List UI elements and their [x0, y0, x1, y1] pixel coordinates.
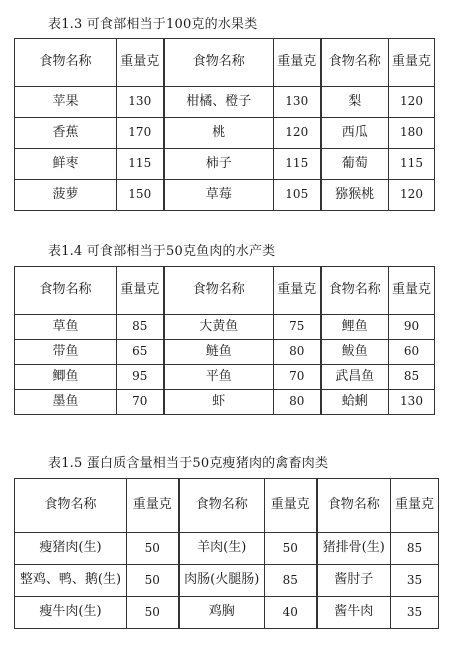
weight-cell: 40: [265, 597, 317, 629]
weight-cell: 115: [274, 149, 321, 180]
food-name-cell: 整鸡、鸭、鹅(生): [15, 565, 127, 597]
header-weight-g: 重量克: [127, 479, 179, 533]
table-row: [15, 533, 439, 565]
weight-cell: 85: [265, 565, 317, 597]
weight-cell: 35: [391, 565, 439, 597]
food-name-cell: 鲅鱼: [321, 340, 389, 365]
table-row: [15, 87, 435, 118]
weight-cell: 70: [117, 390, 164, 415]
food-name-cell: 墨鱼: [15, 390, 117, 415]
weight-cell: 115: [117, 149, 164, 180]
table-1-5-caption: 表1.5 蛋白质含量相当于50克瘦猪肉的禽畜肉类: [48, 456, 329, 471]
table-1-4-caption: 表1.4 可食部相当于50克鱼肉的水产类: [48, 244, 276, 259]
weight-cell: 130: [274, 87, 321, 118]
table-row: [15, 315, 435, 340]
weight-cell: 180: [389, 118, 435, 149]
weight-cell: 50: [265, 533, 317, 565]
weight-cell: 120: [389, 87, 435, 118]
food-name-cell: 虾: [164, 390, 274, 415]
header-food-name: 食物名称: [179, 479, 265, 533]
food-name-cell: 武昌鱼: [321, 365, 389, 390]
table-1-5: [14, 478, 439, 629]
weight-cell: 120: [389, 180, 435, 211]
food-name-cell: 酱牛肉: [317, 597, 391, 629]
weight-cell: 50: [127, 597, 179, 629]
weight-cell: 60: [389, 340, 435, 365]
weight-cell: 80: [274, 340, 321, 365]
food-name-cell: 草鱼: [15, 315, 117, 340]
food-name-cell: 大黄鱼: [164, 315, 274, 340]
food-name-cell: 桃: [164, 118, 274, 149]
food-name-cell: 苹果: [15, 87, 117, 118]
weight-cell: 35: [391, 597, 439, 629]
header-weight-g: 重量克: [274, 267, 321, 315]
food-name-cell: 香蕉: [15, 118, 117, 149]
weight-cell: 75: [274, 315, 321, 340]
weight-cell: 85: [389, 365, 435, 390]
table-row: [15, 340, 435, 365]
weight-cell: 130: [389, 390, 435, 415]
table-1-3-caption: 表1.3 可食部相当于100克的水果类: [48, 17, 258, 32]
header-food-name: 食物名称: [164, 39, 274, 87]
food-name-cell: 柑橘、橙子: [164, 87, 274, 118]
food-name-cell: 鲜枣: [15, 149, 117, 180]
header-food-name: 食物名称: [15, 267, 117, 315]
weight-cell: 70: [274, 365, 321, 390]
food-name-cell: 鲤鱼: [321, 315, 389, 340]
weight-cell: 50: [127, 533, 179, 565]
weight-cell: 85: [391, 533, 439, 565]
table-row: [15, 118, 435, 149]
food-name-cell: 酱肘子: [317, 565, 391, 597]
food-name-cell: 羊肉(生): [179, 533, 265, 565]
header-food-name: 食物名称: [321, 39, 389, 87]
food-name-cell: 菠萝: [15, 180, 117, 211]
table-row: [15, 180, 435, 211]
food-name-cell: 西瓜: [321, 118, 389, 149]
table-header-row: [15, 267, 435, 315]
header-weight-g: 重量克: [274, 39, 321, 87]
header-weight-g: 重量克: [389, 267, 435, 315]
food-name-cell: 柿子: [164, 149, 274, 180]
food-name-cell: 梨: [321, 87, 389, 118]
weight-cell: 80: [274, 390, 321, 415]
weight-cell: 120: [274, 118, 321, 149]
header-food-name: 食物名称: [164, 267, 274, 315]
table-header-row: [15, 479, 439, 533]
food-name-cell: 瘦牛肉(生): [15, 597, 127, 629]
header-weight-g: 重量克: [117, 39, 164, 87]
food-name-cell: 猪排骨(生): [317, 533, 391, 565]
weight-cell: 65: [117, 340, 164, 365]
table-row: [15, 390, 435, 415]
food-name-cell: 鲫鱼: [15, 365, 117, 390]
food-name-cell: 葡萄: [321, 149, 389, 180]
table-1-4: [14, 266, 435, 415]
weight-cell: 150: [117, 180, 164, 211]
table-row: [15, 149, 435, 180]
table-1-3: [14, 38, 435, 211]
weight-cell: 170: [117, 118, 164, 149]
table-row: [15, 565, 439, 597]
table-row: [15, 365, 435, 390]
header-weight-g: 重量克: [117, 267, 164, 315]
weight-cell: 50: [127, 565, 179, 597]
food-name-cell: 平鱼: [164, 365, 274, 390]
food-name-cell: 草莓: [164, 180, 274, 211]
food-name-cell: 瘦猪肉(生): [15, 533, 127, 565]
weight-cell: 115: [389, 149, 435, 180]
header-food-name: 食物名称: [15, 39, 117, 87]
weight-cell: 90: [389, 315, 435, 340]
weight-cell: 130: [117, 87, 164, 118]
header-food-name: 食物名称: [321, 267, 389, 315]
header-food-name: 食物名称: [317, 479, 391, 533]
weight-cell: 105: [274, 180, 321, 211]
header-weight-g: 重量克: [389, 39, 435, 87]
table-row: [15, 597, 439, 629]
header-weight-g: 重量克: [391, 479, 439, 533]
food-name-cell: 猕猴桃: [321, 180, 389, 211]
food-name-cell: 肉肠(火腿肠): [179, 565, 265, 597]
food-name-cell: 带鱼: [15, 340, 117, 365]
table-header-row: [15, 39, 435, 87]
weight-cell: 85: [117, 315, 164, 340]
header-weight-g: 重量克: [265, 479, 317, 533]
weight-cell: 95: [117, 365, 164, 390]
header-food-name: 食物名称: [15, 479, 127, 533]
food-name-cell: 鲢鱼: [164, 340, 274, 365]
food-name-cell: 蛤蜊: [321, 390, 389, 415]
food-name-cell: 鸡胸: [179, 597, 265, 629]
